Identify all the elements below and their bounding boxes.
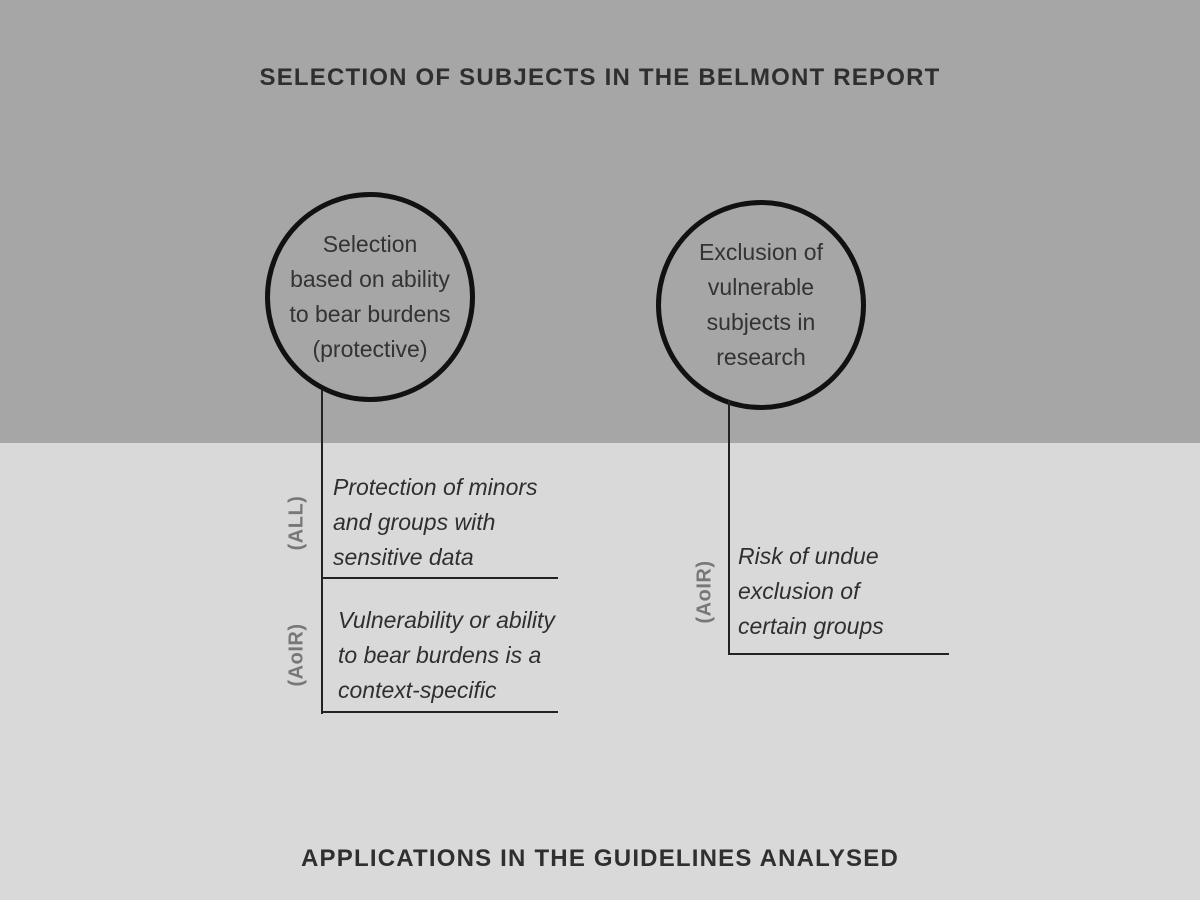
principle-label-line: (protective)	[312, 336, 428, 362]
principle-label	[699, 235, 823, 375]
guideline-tag: (ALL)	[285, 495, 308, 551]
principle-circle-ability-to-bear-burdens	[265, 192, 475, 402]
guideline-tag: (AoIR)	[693, 560, 716, 624]
application-text-line: certain groups	[738, 613, 884, 639]
principle-circle-exclusion-of-vulnerable-subjects	[656, 200, 866, 410]
application-text-line: to bear burdens is a	[338, 642, 542, 668]
connector-vertical-line	[321, 390, 323, 714]
guidelines-band	[0, 443, 1200, 900]
application-text	[338, 603, 555, 708]
application-text-line: Protection of minors	[333, 474, 538, 500]
application-text	[333, 470, 538, 575]
application-text-line: Vulnerability or ability	[338, 607, 555, 633]
application-text-line: and groups with	[333, 509, 496, 535]
principle-label-line: Selection	[322, 231, 418, 257]
top-section-title: SELECTION OF SUBJECTS IN THE BELMONT REPORT	[259, 64, 941, 91]
application-text-line: exclusion of	[738, 578, 860, 604]
principle-label-line: subjects in	[706, 309, 816, 335]
guideline-tag: (AoIR)	[285, 623, 308, 687]
connector-vertical-line	[728, 400, 730, 655]
principle-label-line: based on ability	[290, 266, 450, 292]
application-text-line: sensitive data	[333, 544, 474, 570]
application-underline	[728, 653, 949, 655]
bottom-section-title: APPLICATIONS IN THE GUIDELINES ANALYSED	[301, 845, 899, 872]
principle-label-line: research	[716, 344, 806, 370]
application-text-line: Risk of undue	[738, 543, 879, 569]
application-underline	[321, 711, 558, 713]
application-text-line: context-specific	[338, 677, 497, 703]
application-underline	[321, 577, 558, 579]
application-text	[738, 539, 884, 644]
principle-label-line: Exclusion of	[698, 239, 823, 265]
principle-label	[289, 227, 450, 367]
principle-label-line: vulnerable	[707, 274, 815, 300]
principle-label-line: to bear burdens	[289, 301, 451, 327]
